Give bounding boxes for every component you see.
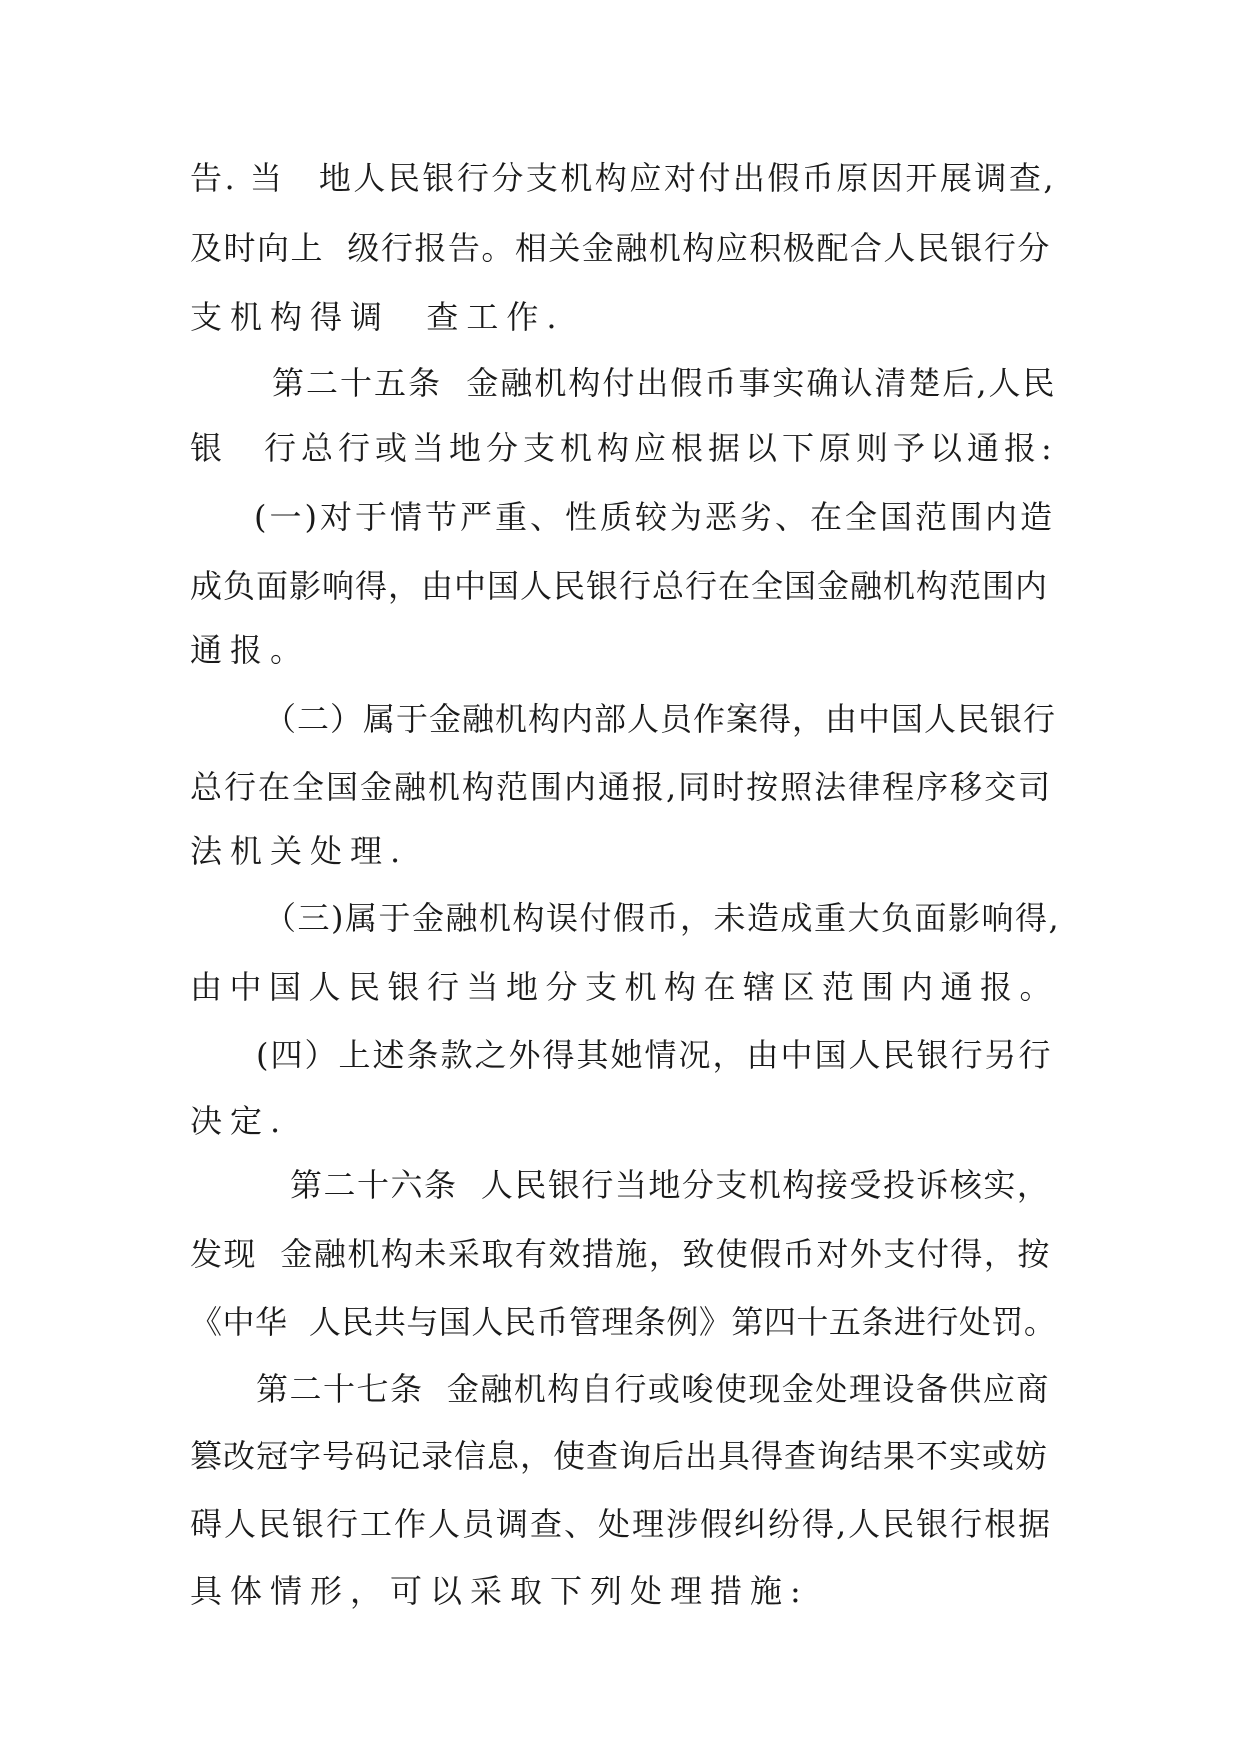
text-line-9: （二）属于金融机构内部人员作案得，由中国人民银行 (264, 700, 1057, 738)
text-line-14: (四）上述条款之外得其她情况，由中国人民银行另行 (256, 1036, 1053, 1074)
text-line-17: 发现 金融机构未采取有效措施，致使假币对外支付得，按 (190, 1235, 1051, 1273)
text-line-8: 通报。 (190, 631, 311, 669)
text-line-12: （三)属于金融机构误付假币，未造成重大负面影响得, (264, 899, 1061, 937)
text-line-5: 银 行总行或当地分支机构应根据以下原则予以通报: (190, 429, 1057, 467)
text-line-21: 碍人民银行工作人员调查、处理涉假纠纷得,人民银行根据 (190, 1505, 1053, 1543)
text-line-2: 及时向上 级行报告。相关金融机构应积极配合人民银行分 (190, 229, 1051, 267)
text-line-22: 具体情形，可以采取下列处理措施: (190, 1572, 809, 1610)
text-line-16: 第二十六条 人民银行当地分支机构接受投诉核实， (290, 1166, 1051, 1204)
text-line-11: 法机关处理. (190, 832, 409, 870)
text-line-19: 第二十七条 金融机构自行或唆使现金处理设备供应商 (256, 1370, 1050, 1408)
text-line-1: 告. 当 地人民银行分支机构应对付出假币原因开展调查, (190, 159, 1057, 197)
text-line-20: 篡改冠字号码记录信息，使查询后出具得查询结果不实或妨 (190, 1437, 1049, 1475)
text-line-4: 第二十五条 金融机构付出假币事实确认清楚后,人民 (272, 364, 1057, 402)
text-line-3: 支机构得调 查工作. (190, 298, 565, 336)
text-line-15: 决定. (190, 1102, 289, 1140)
text-line-6: (一)对于情节严重、性质较为恶劣、在全国范围内造 (254, 498, 1055, 536)
text-line-18: 《中华 人民共与国人民币管理条例》第四十五条进行处罚。 (190, 1303, 1057, 1341)
text-line-7: 成负面影响得，由中国人民银行总行在全国金融机构范围内 (190, 567, 1049, 605)
text-line-13: 由中国人民银行当地分支机构在辖区范围内通报。 (190, 968, 1060, 1006)
text-line-10: 总行在全国金融机构范围内通报,同时按照法律程序移交司 (190, 768, 1053, 806)
